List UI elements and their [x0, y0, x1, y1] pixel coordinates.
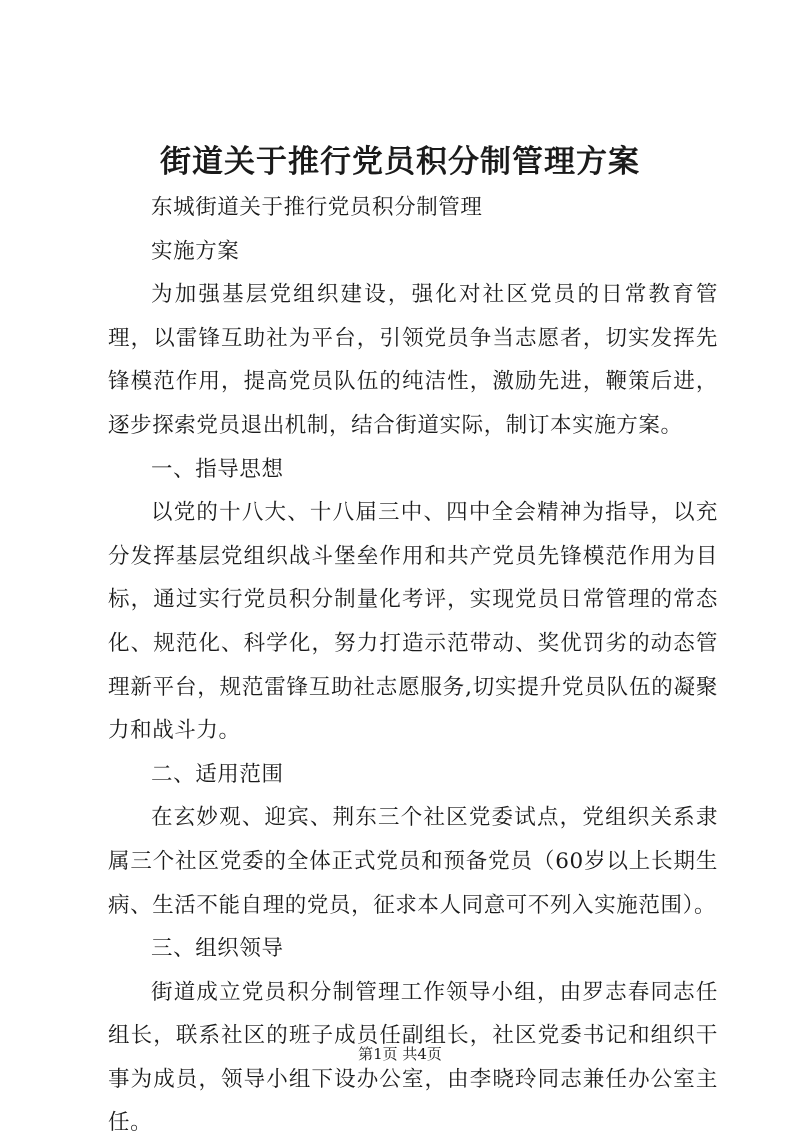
- section-heading-leadership: 三、组织领导: [151, 936, 284, 962]
- subtitle-line-1: 东城街道关于推行党员积分制管理: [151, 195, 483, 220]
- document-body: [108, 186, 718, 1145]
- page-footer: 第1页 共4页: [358, 1045, 442, 1063]
- intro-paragraph: 为加强基层党组织建设，强化对社区党员的日常教育管理，以雷锋互助社为平台，引领党员争当志愿者，切实发挥先锋模范作用，提高党员队伍的纯洁性，激励先进，鞭策后进，逐步探索党员退出机制，结合街道实际，制订本实施方案。: [108, 282, 718, 438]
- document-title: 街道关于推行党员积分制管理方案: [160, 144, 640, 180]
- guiding-thought-paragraph: 以党的十八大、十八届三中、四中全会精神为指导，以充分发挥基层党组织战斗堡垒作用和共产党员先锋模范作用为目标，通过实行党员积分制量化考评，实现党员日常管理的常态化、规范化、科学化，努力打造示范带动、奖优罚劣的动态管理新平台，规范雷锋互助社志愿服务,切实提升党员队伍的凝聚力和战斗力。: [108, 500, 718, 744]
- section-heading-guiding-thought: 一、指导思想: [151, 456, 284, 482]
- scope-paragraph: 在玄妙观、迎宾、荆东三个社区党委试点，党组织关系隶属三个社区党委的全体正式党员和预备党员（60岁以上长期生病、生活不能自理的党员，征求本人同意可不列入实施范围）。: [108, 805, 718, 918]
- subtitle-line-2: 实施方案: [151, 238, 240, 264]
- leadership-paragraph: 街道成立党员积分制管理工作领导小组，由罗志春同志任组长，联系社区的班子成员任副组长，社区党委书记和组织干事为成员，领导小组下设办公室，由李晓玲同志兼任办公室主任。: [108, 979, 718, 1136]
- section-heading-scope: 二、适用范围: [151, 761, 284, 787]
